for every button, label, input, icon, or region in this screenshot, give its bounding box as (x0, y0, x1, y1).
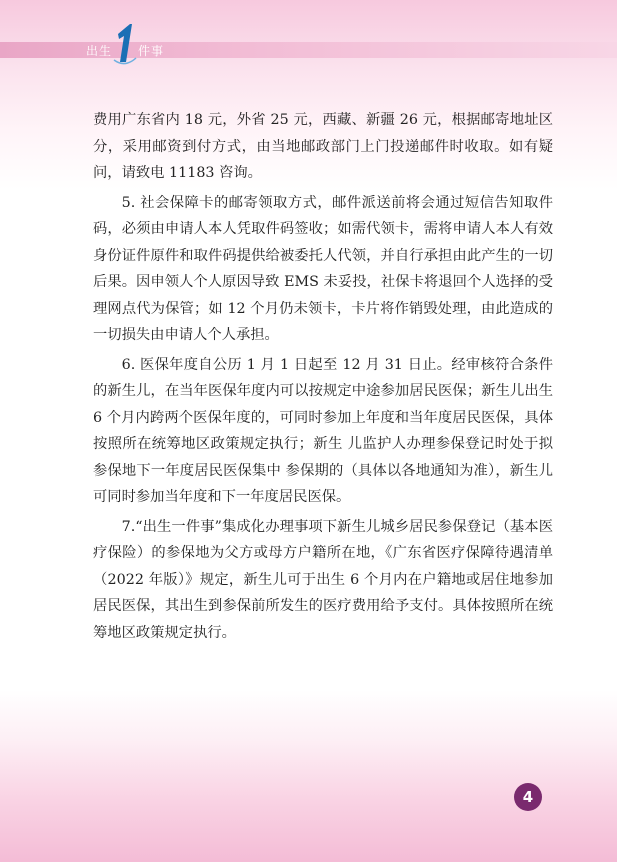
header-label-right: 件事 (138, 44, 165, 58)
paragraph-fee: 费用广东省内 18 元，外省 25 元，西藏、新疆 26 元，根据邮寄地址区分，采用邮资到付方式，由当地邮政部门上门投递邮件时收取。如有疑问，请致电 11183 咨询。 (93, 112, 553, 181)
document-body (93, 107, 553, 649)
paragraph-item-7: 7.“出生一件事”集成化办理事项下新生儿城乡居民参保登记（基本医疗保险）的参保地为父方或母方户籍所在地，《广东省医疗保障待遇清单（2022 年版）》规定，新生儿可于出生 6 个月内在户籍地或居住地参加居民医保，其出生到参保前所发生的医疗费用给予支付。具体按照所在统筹地区政策规定执行。 (93, 518, 553, 641)
number-one-logo-icon (112, 22, 138, 66)
page-number-badge: 4 (514, 783, 542, 811)
paragraph-item-5: 5. 社会保障卡的邮寄领取方式，邮件派送前将会通过短信告知取件码，必须由申请人本人凭取件码签收；如需代领卡，需将申请人本人有效身份证件原件和取件码提供给被委托人代领，并自行承担由此产生的一切后果。因申领人个人原因导致 EMS 未妥投，社保卡将退回个人选择的受理网点代为保管；如 12 个月仍未领卡，卡片将作销毁处理，由此造成的一切损失由申请人个人承担。 (93, 194, 553, 343)
paragraph-item-6: 6. 医保年度自公历 1 月 1 日起至 12 月 31 日止。经审核符合条件的新生儿，在当年医保年度内可以按规定中途参加居民医保；新生儿出生 6 个月内跨两个医保年度的，可同时参加上年度和当年度居民医保，具体按照所在统筹地区政策规定执行；新生 儿监护人办理参保登记时处于拟参保地下一年度居民医保集中 参保期的（具体以各地通知为准），新生儿可同时参加当年度和下一年度居民医保。 (93, 356, 553, 505)
header-label-left: 出生 (86, 44, 113, 58)
page-header (82, 20, 222, 70)
